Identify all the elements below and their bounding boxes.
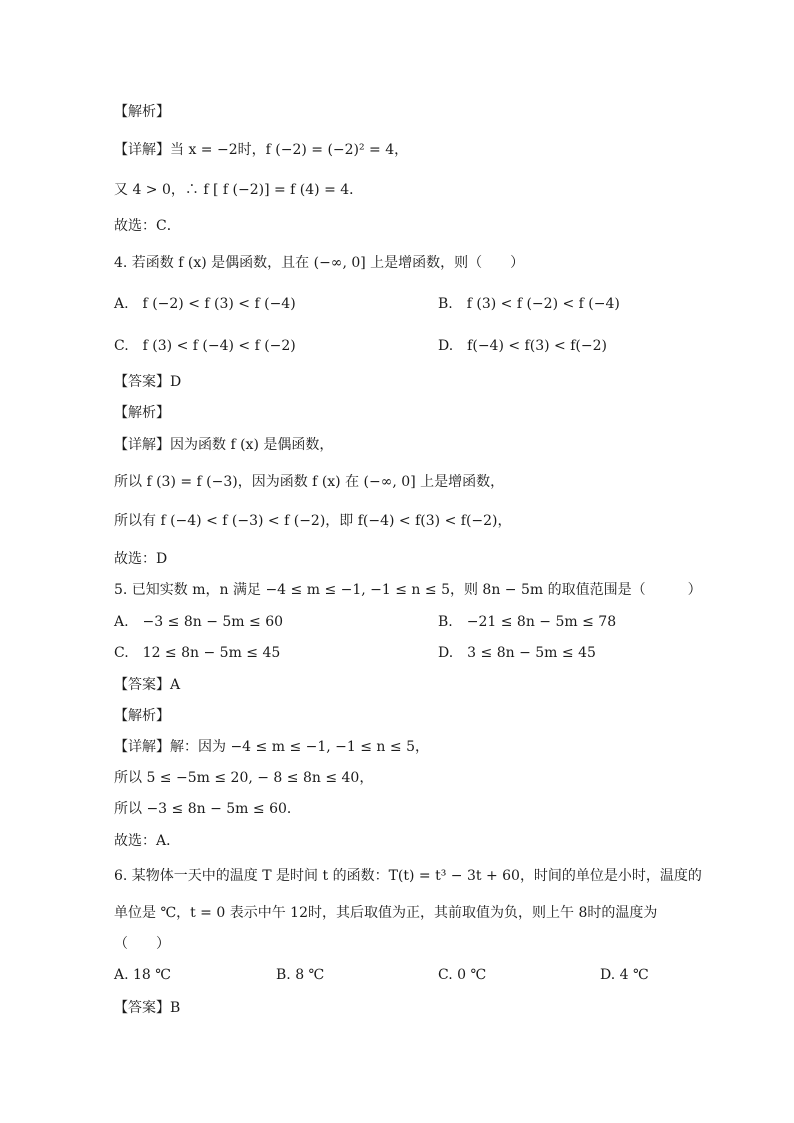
answer-heading: 【答案】A: [114, 677, 181, 693]
question-6-option-d: D. 4 ℃: [600, 967, 649, 983]
solution-detail-line: 【详解】解：因为 −4 ≤ m ≤ −1, −1 ≤ n ≤ 5，: [114, 739, 429, 755]
answer-choice-line: 故选：C．: [114, 218, 181, 234]
answer-choice-line: 故选：A．: [114, 833, 181, 849]
question-6-answer-brackets: （ ）: [114, 936, 170, 952]
solution-detail-line: 所以 5 ≤ −5m ≤ 20, − 8 ≤ 8n ≤ 40，: [114, 770, 374, 786]
solution-detail-line: 所以 f (3) = f (−3)，因为函数 f (x) 在 (−∞, 0] 上是增函数，: [114, 474, 505, 490]
question-6-option-b: B. 8 ℃: [276, 967, 325, 983]
analysis-heading: 【解析】: [114, 708, 170, 724]
question-6-option-c: C. 0 ℃: [438, 967, 487, 983]
question-5-option-a: A. −3 ≤ 8n − 5m ≤ 60: [114, 614, 284, 630]
solution-detail-line: 所以 −3 ≤ 8n − 5m ≤ 60．: [114, 801, 301, 817]
question-4-stem: 4. 若函数 f (x) 是偶函数，且在 (−∞, 0] 上是增函数，则（ ）: [114, 255, 525, 271]
question-4-option-a: A. f (−2) < f (3) < f (−4): [114, 296, 296, 312]
answer-choice-line: 故选：D: [114, 551, 168, 567]
question-5-option-c: C. 12 ≤ 8n − 5m ≤ 45: [114, 645, 281, 661]
solution-detail-line: 所以有 f (−4) < f (−3) < f (−2)，即 f(−4) < f(3) < f(−2)，: [114, 513, 512, 529]
analysis-heading: 【解析】: [114, 405, 170, 421]
question-6-option-a: A. 18 ℃: [114, 967, 171, 983]
answer-heading: 【答案】B: [114, 1000, 181, 1016]
question-4-option-b: B. f (3) < f (−2) < f (−4): [438, 296, 620, 312]
question-4-option-d: D. f(−4) < f(3) < f(−2): [438, 338, 607, 354]
answer-heading: 【答案】D: [114, 374, 182, 390]
solution-detail-line: 【详解】当 x = −2时，f (−2) = (−2)² = 4，: [114, 142, 409, 158]
question-5-option-b: B. −21 ≤ 8n − 5m ≤ 78: [438, 614, 617, 630]
question-5-stem: 5. 已知实数 m，n 满足 −4 ≤ m ≤ −1, −1 ≤ n ≤ 5，则 8n − 5m 的取值范围是（ ）: [114, 582, 702, 598]
question-6-stem: 6. 某物体一天中的温度 T 是时间 t 的函数：T(t) = t³ − 3t + 60，时间的单位是小时，温度的: [114, 868, 702, 884]
question-5-option-d: D. 3 ≤ 8n − 5m ≤ 45: [438, 645, 596, 661]
question-4-option-c: C. f (3) < f (−4) < f (−2): [114, 338, 296, 354]
question-6-stem-continued: 单位是 ℃，t = 0 表示中午 12时，其后取值为正，其前取值为负，则上午 8时的温度为: [114, 905, 658, 921]
analysis-heading: 【解析】: [114, 104, 170, 120]
solution-detail-line: 【详解】因为函数 f (x) 是偶函数，: [114, 437, 334, 453]
solution-detail-line: 又 4 > 0，∴ f [ f (−2)] = f (4) = 4．: [114, 182, 364, 198]
